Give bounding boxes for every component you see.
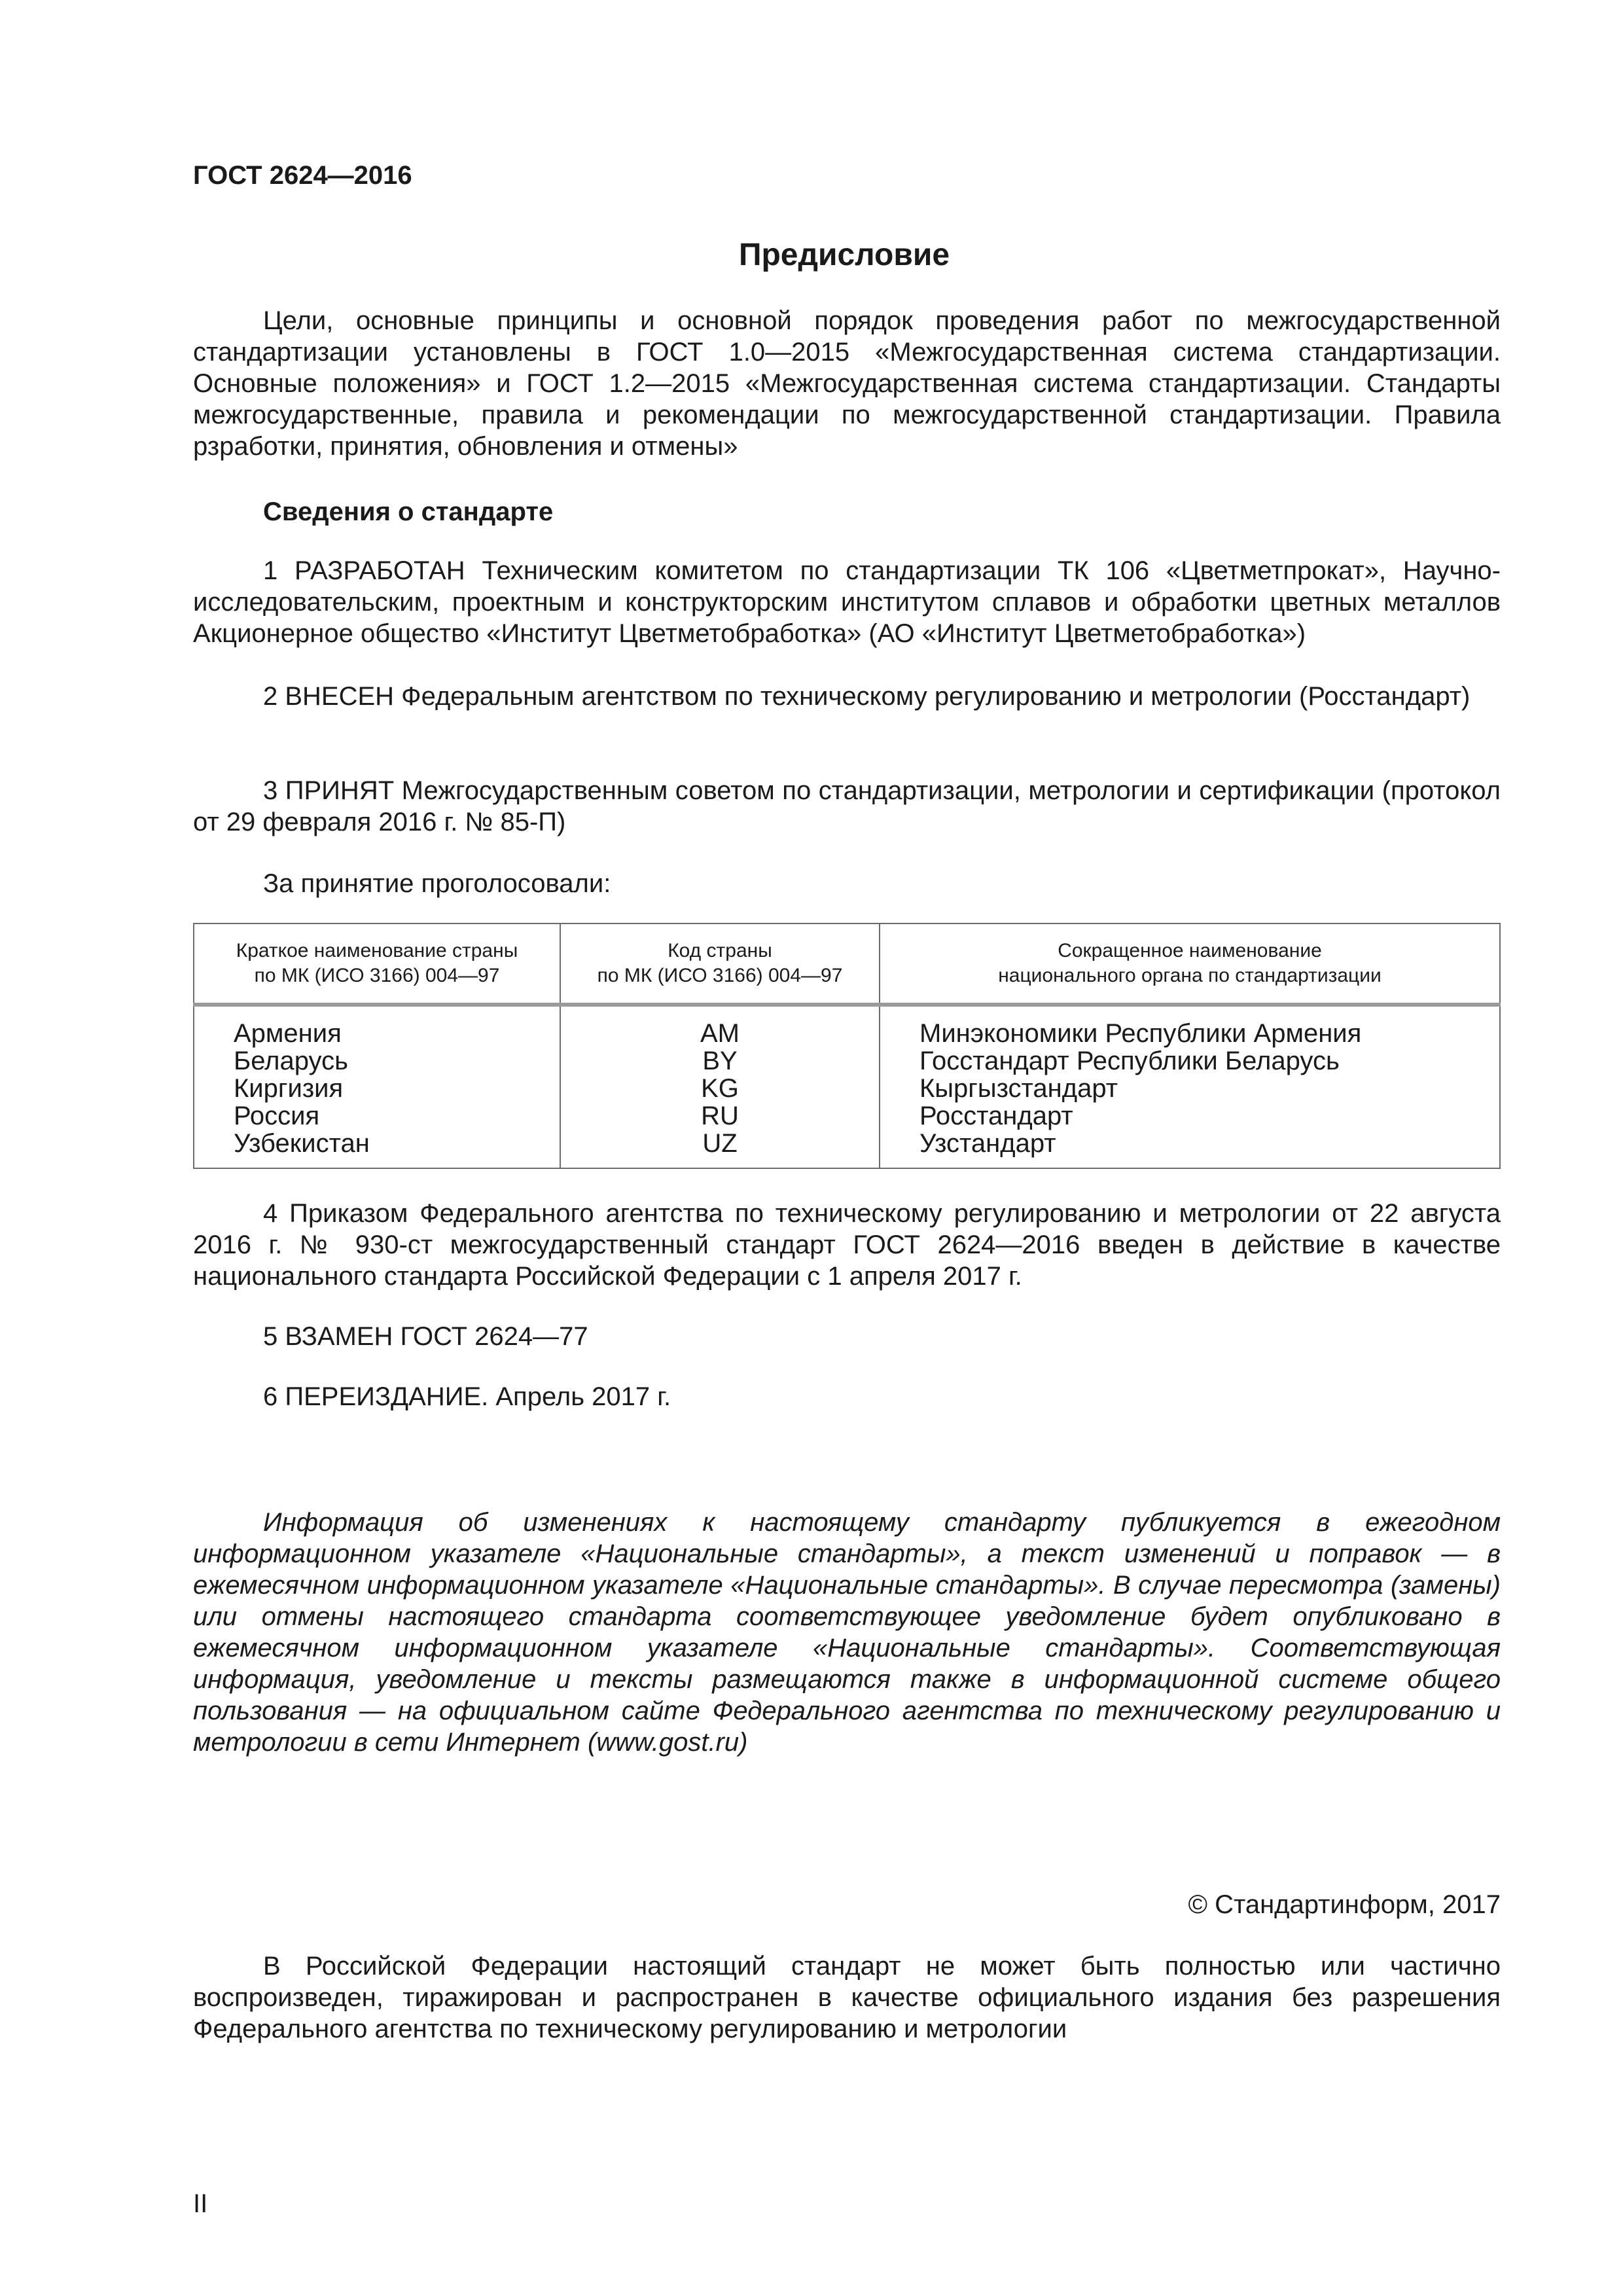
item-6-reissue: 6 ПЕРЕИЗДАНИЕ. Апрель 2017 г. [263,1382,671,1411]
table-row [194,1130,1500,1168]
item-1-developed: 1 РАЗРАБОТАН Техническим комитетом по стандартизации ТК 106 «Цветметпрокат», Научно-исследовательским, проектным и конструкторским институтом сплавов и обработки цветных металлов Акционерное общество «Институт Цветметобработка» (АО «Институт Цветметобработка») [193,556,1501,648]
header-line: по МК (ИСО 3166) 004—97 [597,965,843,986]
country-name: Россия [194,1102,560,1130]
copyright: © Стандартинформ, 2017 [1188,1890,1501,1919]
header-country-code [560,924,880,1005]
national-body: Узстандарт [880,1130,1500,1168]
country-code: AM [560,1005,880,1047]
country-name: Киргизия [194,1075,560,1102]
document-code: ГОСТ 2624—2016 [193,161,412,190]
item-4-enacted: 4 Приказом Федерального агентства по техническому регулированию и метрологии от 22 августа 2016 г. № 930-ст межгосударственный стандарт ГОСТ 2624—2016 введен в действие в качестве национального стандарта Российской Федерации с 1 апреля 2017 г. [193,1199,1501,1291]
item-3-adopted: 3 ПРИНЯТ Межгосударственным советом по стандартизации, метрологии и сертификации (протокол от 29 февраля 2016 г. № 85-П) [193,776,1501,836]
changes-info-notice: Информация об изменениях к настоящему стандарту публикуется в ежегодном информационном указателе «Национальные стандарты», а текст изменений и поправок — в ежемесячном информационном указателе «Национальные стандарты». В случае пересмотра (замены) или отмены настоящего стандарта соответствующее уведомление будет опубликовано в ежемесячном информационном указателе «Национальные стандарты». Соответствующая информация, уведомление и тексты размещаются также в информационной системе общего пользования — на официальном сайте Федерального агентства по техническому регулированию и метрологии в сети Интернет (www.gost.ru) [193,1508,1501,1757]
table-header-row [194,924,1500,1005]
table-row [194,1102,1500,1130]
country-name: Армения [194,1005,560,1047]
page-title: Предисловие [738,238,950,272]
table-row [194,1005,1500,1047]
standard-info-heading: Сведения о стандарте [263,497,554,526]
header-line: Код страны [668,940,772,961]
country-name: Беларусь [194,1047,560,1075]
header-line: национального органа по стандартизации [998,965,1382,986]
country-code: KG [560,1075,880,1102]
reproduction-notice: В Российской Федерации настоящий стандарт не может быть полностью или частично воспроизведен, тиражирован и распространен в качестве официального издания без разрешения Федерального агентства по техническому регулированию и метрологии [193,1952,1501,2043]
header-line: по МК (ИСО 3166) 004—97 [254,965,500,986]
national-body: Госстандарт Республики Беларусь [880,1047,1500,1075]
national-body: Минэкономики Республики Армения [880,1005,1500,1047]
header-line: Краткое наименование страны [236,940,518,961]
header-line: Сокращенное наименование [1058,940,1322,961]
header-national-body [880,924,1500,1005]
voted-label: За принятие проголосовали: [263,869,611,898]
country-code: UZ [560,1130,880,1168]
header-country-name [194,924,560,1005]
voting-countries-table [193,923,1501,1169]
item-5-replaces: 5 ВЗАМЕН ГОСТ 2624—77 [263,1322,588,1351]
table-row [194,1075,1500,1102]
country-code: RU [560,1102,880,1130]
country-code: BY [560,1047,880,1075]
national-body: Кыргызстандарт [880,1075,1500,1102]
item-2-introduced: 2 ВНЕСЕН Федеральным агентством по техническому регулированию и метрологии (Росстандарт) [263,682,1471,711]
country-name: Узбекистан [194,1130,560,1168]
intro-paragraph: Цели, основные принципы и основной порядок проведения работ по межгосударственной стандартизации установлены в ГОСТ 1.0—2015 «Межгосударственная система стандартизации. Основные положения» и ГОСТ 1.2—2015 «Межгосударственная система стандартизации. Стандарты межгосударственные, правила и рекомендации по межгосударственной стандартизации. Правила рзработки, принятия, обновления и отмены» [193,306,1501,461]
national-body: Росстандарт [880,1102,1500,1130]
table-row [194,1047,1500,1075]
page-number: II [193,2189,208,2218]
